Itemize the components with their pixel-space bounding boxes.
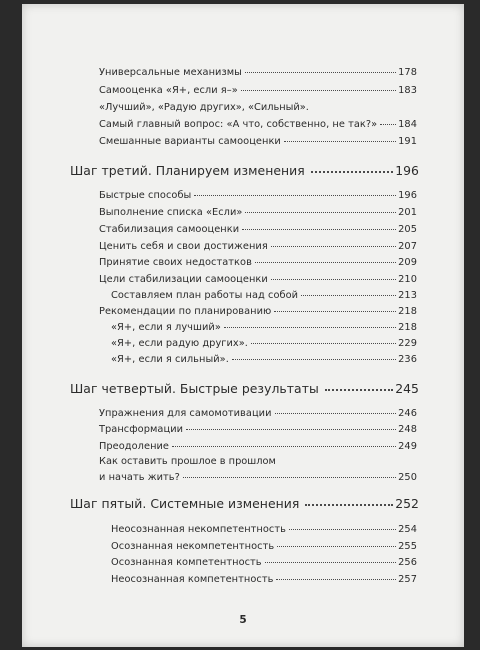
toc-chapter-page: 196 bbox=[395, 163, 419, 178]
toc-entry bbox=[99, 224, 417, 235]
toc-entry-page: 209 bbox=[398, 257, 417, 268]
leader-dots bbox=[301, 295, 396, 296]
leader-dots bbox=[183, 477, 396, 478]
toc-entry-title: «Я+, если я лучший» bbox=[111, 322, 221, 333]
toc-entry bbox=[111, 541, 417, 552]
toc-chapter-entry bbox=[70, 163, 419, 178]
toc-entry-page: 256 bbox=[398, 557, 417, 568]
toc-entry-page: 236 bbox=[398, 354, 417, 365]
toc-entry-page: 213 bbox=[398, 290, 417, 301]
leader-dots bbox=[241, 90, 396, 91]
toc-entry-page: 207 bbox=[398, 241, 417, 252]
toc-entry bbox=[99, 441, 417, 452]
toc-entry-title: «Я+, если радую других». bbox=[111, 338, 248, 349]
toc-entry-title: Осознанная некомпетентность bbox=[111, 541, 275, 552]
toc-entry-title: Быстрые способы bbox=[99, 190, 192, 201]
toc-entry bbox=[111, 322, 417, 333]
toc-entry-title: Самооценка «Я+, если я–» bbox=[99, 85, 238, 96]
toc-entry bbox=[111, 290, 417, 301]
leader-dots bbox=[224, 327, 396, 328]
toc-entry-title: Упражнения для самомотивации bbox=[99, 408, 272, 419]
toc-chapter-title: Шаг третий. Планируем изменения bbox=[70, 163, 305, 178]
leader-dots bbox=[251, 343, 396, 344]
leader-dots bbox=[311, 171, 393, 173]
toc-entry-page: 218 bbox=[398, 322, 417, 333]
leader-dots bbox=[232, 359, 396, 360]
page-number: 5 bbox=[239, 614, 247, 626]
toc-entry bbox=[111, 338, 417, 349]
leader-dots bbox=[284, 141, 396, 142]
toc-entry-page: 249 bbox=[398, 441, 417, 452]
leader-dots bbox=[276, 579, 396, 580]
toc-entry-page: 178 bbox=[398, 67, 417, 78]
book-page bbox=[22, 4, 464, 647]
leader-dots bbox=[242, 229, 396, 230]
leader-dots bbox=[172, 446, 396, 447]
toc-entry bbox=[99, 472, 417, 483]
toc-entry bbox=[99, 136, 417, 147]
toc-entry-title: Рекомендации по планированию bbox=[99, 306, 272, 317]
toc-entry-title: Осознанная компетентность bbox=[111, 557, 262, 568]
toc-entry-page: 248 bbox=[398, 424, 417, 435]
toc-entry-page: 250 bbox=[398, 472, 417, 483]
leader-dots bbox=[186, 429, 396, 430]
toc-entry-page: 196 bbox=[398, 190, 417, 201]
toc-entry-title: Принятие своих недостатков bbox=[99, 257, 252, 268]
leader-dots bbox=[305, 504, 393, 506]
toc-entry-title: Цели стабилизации самооценки bbox=[99, 274, 268, 285]
leader-dots bbox=[325, 389, 393, 391]
toc-entry bbox=[99, 119, 417, 130]
toc-entry bbox=[99, 408, 417, 419]
toc-entry-page: 257 bbox=[398, 574, 417, 585]
toc-entry-title: Смешанные варианты самооценки bbox=[99, 136, 281, 147]
toc-entry-title: Ценить себя и свои достижения bbox=[99, 241, 268, 252]
toc-chapter-entry bbox=[70, 496, 419, 511]
leader-dots bbox=[271, 279, 396, 280]
leader-dots bbox=[274, 311, 396, 312]
toc-entry-page: 205 bbox=[398, 224, 417, 235]
leader-dots bbox=[277, 546, 396, 547]
toc-entry bbox=[111, 574, 417, 585]
toc-entry-title: Универсальные механизмы bbox=[99, 67, 242, 78]
toc-entry-page: 184 bbox=[398, 119, 417, 130]
toc-entry-title: Выполнение списка «Если» bbox=[99, 207, 243, 218]
toc-entry bbox=[99, 241, 417, 252]
toc-chapter-title: Шаг пятый. Системные изменения bbox=[70, 496, 300, 511]
toc-entry-title: и начать жить? bbox=[99, 472, 180, 483]
toc-entry bbox=[99, 85, 417, 96]
toc-entry-page: 246 bbox=[398, 408, 417, 419]
toc-entry-title-line: «Лучший», «Радую других», «Сильный». bbox=[99, 102, 309, 113]
leader-dots bbox=[289, 529, 396, 530]
toc-entry bbox=[99, 274, 417, 285]
toc-entry-title: Неосознанная некомпетентность bbox=[111, 524, 286, 535]
toc-entry bbox=[111, 354, 417, 365]
toc-entry-page: 210 bbox=[398, 274, 417, 285]
toc-entry-page: 254 bbox=[398, 524, 417, 535]
toc-entry-title: Неосознанная компетентность bbox=[111, 574, 274, 585]
toc-entry-title: Самый главный вопрос: «А что, собственно, не так?» bbox=[99, 119, 378, 130]
toc-entry-page: 191 bbox=[398, 136, 417, 147]
toc-entry-page: 183 bbox=[398, 85, 417, 96]
toc-entry bbox=[99, 306, 417, 317]
toc-chapter-title: Шаг четвертый. Быстрые результаты bbox=[70, 381, 319, 396]
toc-entry bbox=[99, 207, 417, 218]
toc-entry bbox=[111, 557, 417, 568]
leader-dots bbox=[380, 124, 396, 125]
toc-entry-page: 255 bbox=[398, 541, 417, 552]
leader-dots bbox=[245, 212, 396, 213]
toc-chapter-page: 245 bbox=[395, 381, 419, 396]
leader-dots bbox=[194, 195, 396, 196]
leader-dots bbox=[255, 262, 396, 263]
toc-entry-title: Составляем план работы над собой bbox=[111, 290, 299, 301]
toc-entry-page: 218 bbox=[398, 306, 417, 317]
toc-entry-page: 229 bbox=[398, 338, 417, 349]
toc-entry-title: «Я+, если я сильный». bbox=[111, 354, 229, 365]
toc-entry-page: 201 bbox=[398, 207, 417, 218]
toc-entry bbox=[99, 67, 417, 78]
toc-entry-title: Преодоление bbox=[99, 441, 170, 452]
leader-dots bbox=[271, 246, 396, 247]
toc-chapter-page: 252 bbox=[395, 496, 419, 511]
toc-entry-title-line: Как оставить прошлое в прошлом bbox=[99, 456, 276, 467]
toc-entry bbox=[111, 524, 417, 535]
leader-dots bbox=[275, 413, 397, 414]
toc-entry bbox=[99, 257, 417, 268]
toc-entry bbox=[99, 424, 417, 435]
leader-dots bbox=[245, 72, 396, 73]
toc-chapter-entry bbox=[70, 381, 419, 396]
toc-entry-title: Стабилизация самооценки bbox=[99, 224, 240, 235]
toc-entry bbox=[99, 190, 417, 201]
toc-entry-title: Трансформации bbox=[99, 424, 184, 435]
leader-dots bbox=[265, 562, 397, 563]
